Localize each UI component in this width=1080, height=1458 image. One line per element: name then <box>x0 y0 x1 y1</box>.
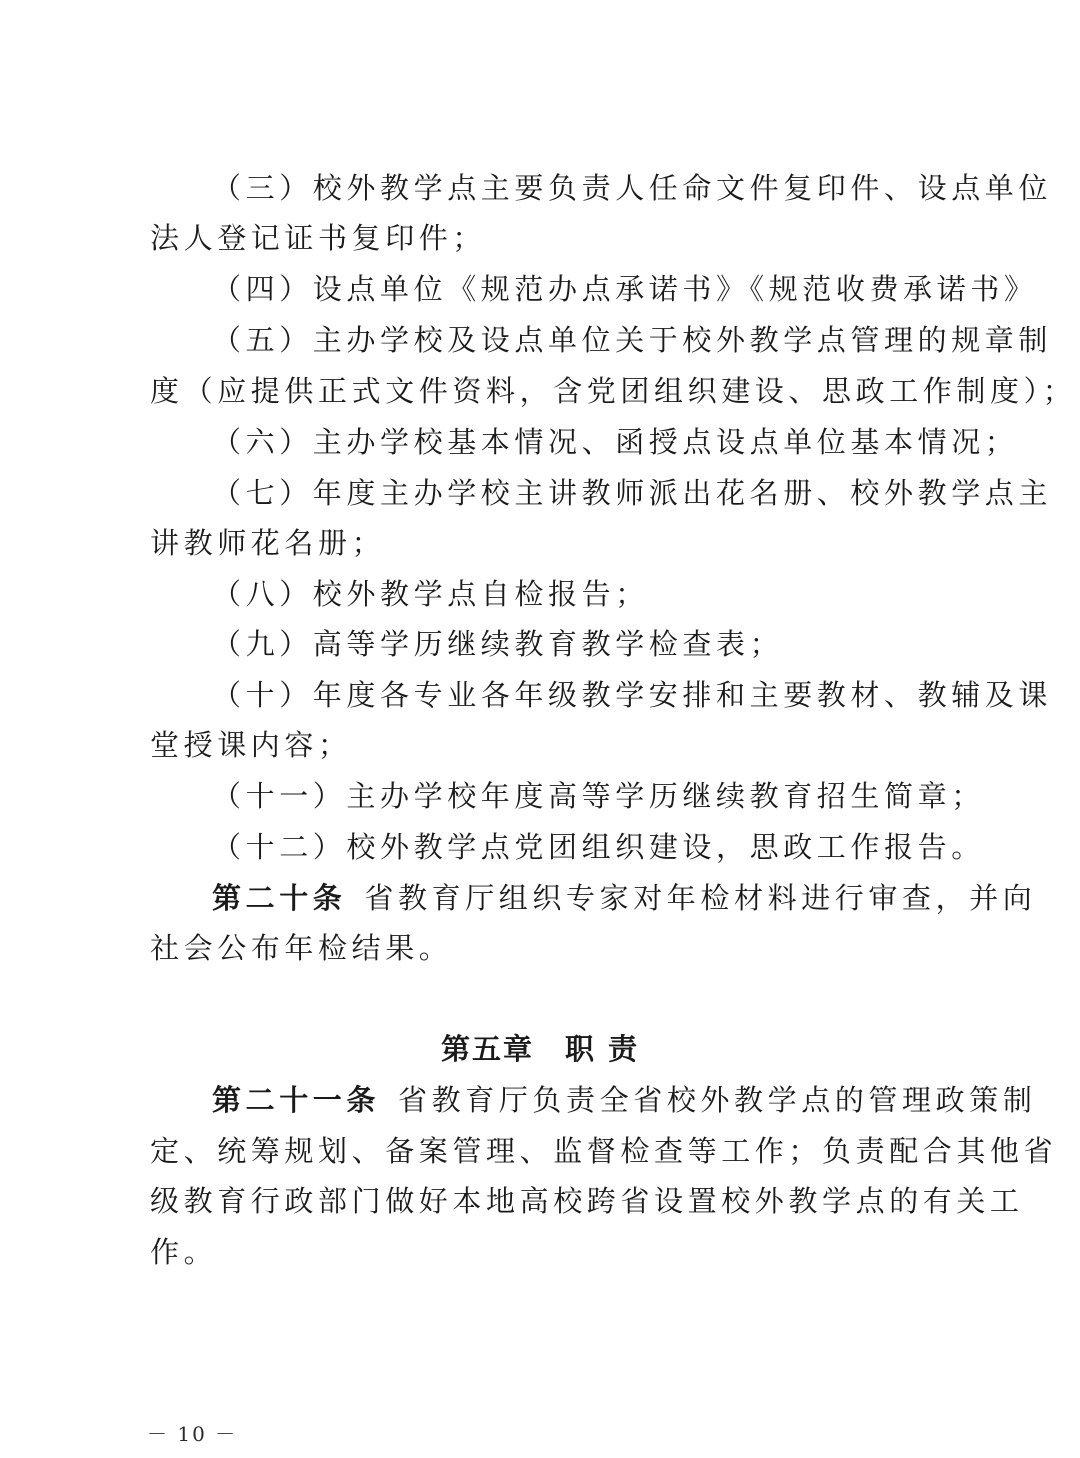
item-10-line-1: （十）年度各专业各年级教学安排和主要教材、教辅及课 <box>212 678 1053 712</box>
item-4-line: （四）设点单位《规范办点承诺书》《规范收费承诺书》 <box>212 272 1038 306</box>
item-10-line-2: 堂授课内容； <box>150 728 352 762</box>
chapter-title: 第五章 职 责 <box>440 1032 640 1066</box>
item-9-line: （九）高等学历继续教育教学检查表； <box>212 627 784 661</box>
article-21-line-1 <box>212 1080 1036 1120</box>
item-6-line: （六）主办学校基本情况、函授点设点单位基本情况； <box>212 425 1019 459</box>
article-20-label: 第二十条 <box>212 881 347 915</box>
article-21-line-4: 作。 <box>150 1235 218 1269</box>
item-5-line-1: （五）主办学校及设点单位关于校外教学点管理的规章制 <box>212 323 1053 357</box>
item-3-line-2: 法人登记证书复印件； <box>150 221 487 255</box>
item-8-line: （八）校外教学点自检报告； <box>212 577 649 611</box>
item-3-line-1: （三）校外教学点主要负责人任命文件复印件、设点单位 <box>212 171 1053 205</box>
item-7-line-1: （七）年度主办学校主讲教师派出花名册、校外教学点主 <box>212 476 1053 510</box>
article-20-line-2: 社会公布年检结果。 <box>150 931 453 965</box>
page-number: － 10 － <box>147 1422 238 1446</box>
item-7-line-2: 讲教师花名册； <box>150 526 386 560</box>
article-21-label: 第二十一条 <box>212 1083 381 1117</box>
article-20-text-1: 省教育厅组织专家对年检材料进行审查，并向 <box>364 881 1037 915</box>
article-21-line-2: 定、统筹规划、备案管理、监督检查等工作；负责配合其他省 <box>150 1134 1058 1168</box>
article-20-line-1 <box>212 878 1036 918</box>
item-12-line: （十二）校外教学点党团组织建设，思政工作报告。 <box>212 830 985 864</box>
article-21-line-3: 级教育行政部门做好本地高校跨省设置校外教学点的有关工 <box>150 1184 1024 1218</box>
article-21-text-1: 省教育厅负责全省校外教学点的管理政策制 <box>398 1083 1037 1117</box>
item-11-line: （十一）主办学校年度高等学历继续教育招生简章； <box>212 779 985 813</box>
item-5-line-2: 度（应提供正式文件资料，含党团组织建设、思政工作制度）； <box>150 374 1077 408</box>
